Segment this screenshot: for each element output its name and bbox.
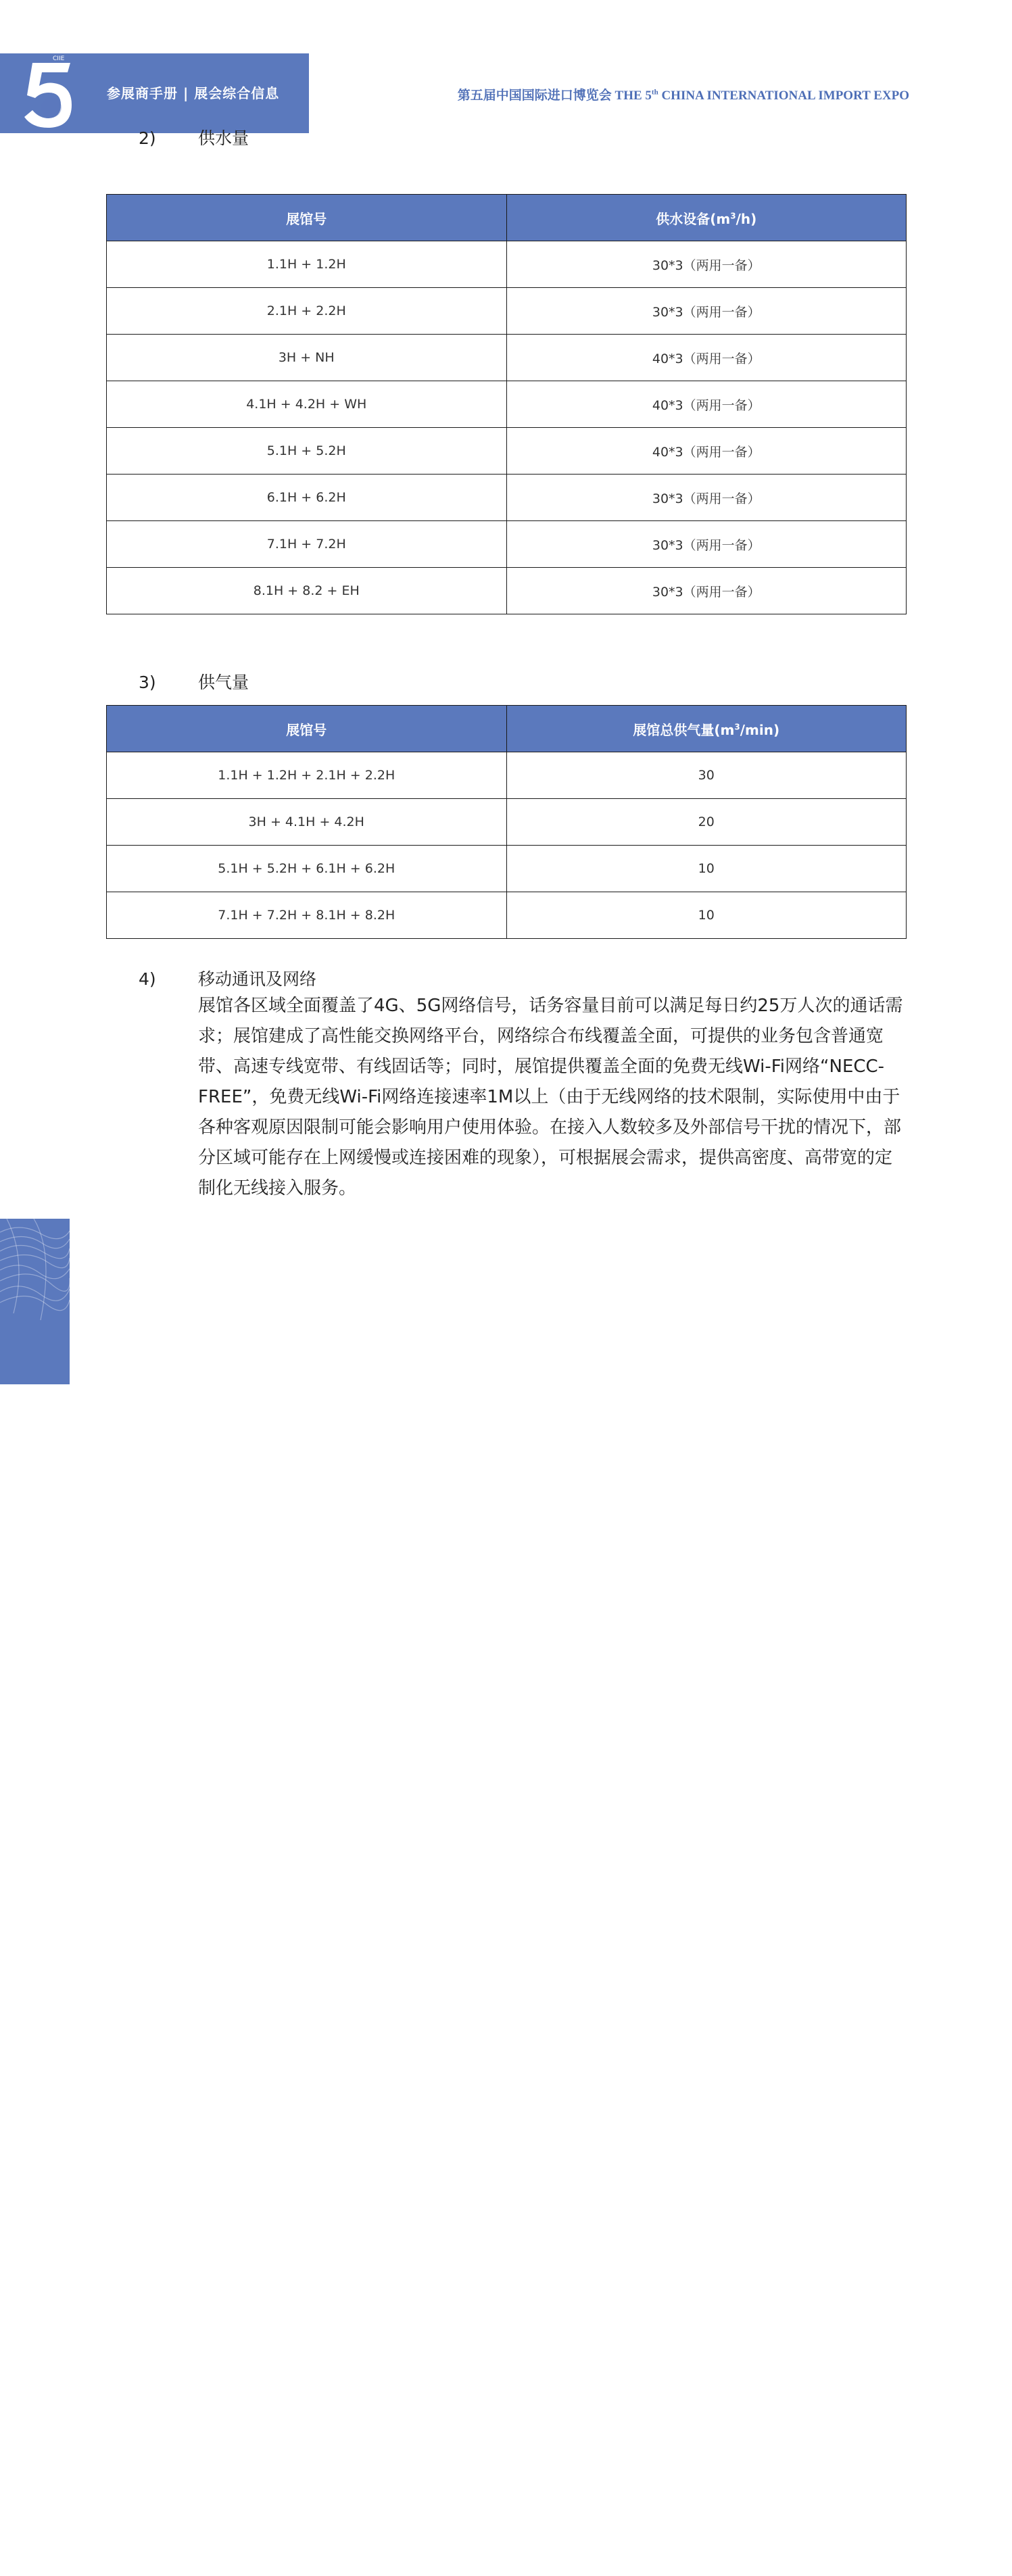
- value-cell: 40*3（两用一备）: [506, 335, 907, 381]
- hall-column-header: 展馆号: [107, 195, 507, 241]
- value-cell: 30*3（两用一备）: [506, 521, 907, 568]
- table-row: [107, 288, 907, 335]
- table-row: [107, 799, 907, 846]
- table-header-row: [107, 195, 907, 241]
- section-number: 4): [139, 969, 156, 989]
- hall-cell: 3H + 4.1H + 4.2H: [107, 799, 507, 846]
- hall-cell: 7.1H + 7.2H + 8.1H + 8.2H: [107, 892, 507, 939]
- table-header-row: [107, 706, 907, 752]
- ciie-5-logo: [18, 53, 78, 133]
- table-row: [107, 568, 907, 614]
- table-row: [107, 752, 907, 799]
- table-row: [107, 381, 907, 428]
- svg-text:CIIE: CIIE: [53, 55, 65, 62]
- water-section-title: [139, 125, 249, 149]
- hall-cell: 1.1H + 1.2H: [107, 241, 507, 288]
- table-row: [107, 892, 907, 939]
- value-cell: 30: [506, 752, 907, 799]
- water-supply-table: [106, 194, 907, 614]
- table-row: [107, 335, 907, 381]
- hall-cell: 1.1H + 1.2H + 2.1H + 2.2H: [107, 752, 507, 799]
- table-row: [107, 521, 907, 568]
- wave-pattern-icon: [0, 1219, 70, 1384]
- section-number: 3): [139, 673, 156, 692]
- water-equipment-column-header: 供水设备$(m^3/h)$: [506, 195, 907, 241]
- value-cell: 40*3（两用一备）: [506, 381, 907, 428]
- page-number: 16: [26, 2560, 43, 2576]
- table-row: [107, 475, 907, 521]
- value-cell: 30*3（两用一备）: [506, 241, 907, 288]
- hall-cell: 3H + NH: [107, 335, 507, 381]
- hall-cell: 5.1H + 5.2H + 6.1H + 6.2H: [107, 846, 507, 892]
- hall-cell: 6.1H + 6.2H: [107, 475, 507, 521]
- section-title-text: 移动通讯及网络: [198, 969, 317, 989]
- hall-column-header: 展馆号: [107, 706, 507, 752]
- manual-section-title: 参展商手册 | 展会综合信息: [107, 85, 280, 101]
- value-cell: 30*3（两用一备）: [506, 288, 907, 335]
- table-row: [107, 241, 907, 288]
- table-row: [107, 846, 907, 892]
- section-title-text: 供水量: [198, 128, 249, 148]
- air-volume-column-header: 展馆总供气量$(m^3/\min)$: [506, 706, 907, 752]
- hall-cell: 2.1H + 2.2H: [107, 288, 507, 335]
- hall-cell: 7.1H + 7.2H: [107, 521, 507, 568]
- air-supply-table: [106, 705, 907, 939]
- value-cell: 10: [506, 846, 907, 892]
- network-section-title: [139, 966, 316, 990]
- hall-cell: 8.1H + 8.2 + EH: [107, 568, 507, 614]
- value-cell: 30*3（两用一备）: [506, 475, 907, 521]
- value-cell: 10: [506, 892, 907, 939]
- value-cell: 30*3（两用一备）: [506, 568, 907, 614]
- section-title-text: 供气量: [198, 673, 249, 692]
- table-row: [107, 428, 907, 475]
- value-cell: 40*3（两用一备）: [506, 428, 907, 475]
- expo-title: 第五届中国国际进口博览会 THE 5th CHINA INTERNATIONAL IMPORT EXPO: [457, 88, 909, 103]
- hall-cell: 4.1H + 4.2H + WH: [107, 381, 507, 428]
- hall-cell: 5.1H + 5.2H: [107, 428, 507, 475]
- header-band: [0, 53, 309, 133]
- air-section-title: [139, 669, 249, 694]
- network-description: 展馆各区域全面覆盖了4G、5G网络信号，话务容量目前可以满足每日约25万人次的通话需求；展馆建成了高性能交换网络平台，网络综合布线覆盖全面，可提供的业务包含普通宽带、高速专线宽带、有线固话等；同时，展馆提供覆盖全面的免费无线Wi-Fi网络“NECC-FREE”，免费无线Wi-Fi网络连接速率1M以上（由于无线网络的技术限制，实际使用中由于各种客观原因限制可能会影响用户使用体验。在接入人数较多及外部信号干扰的情况下，部分区域可能存在上网缓慢或连接困难的现象），可根据展会需求，提供高密度、高带宽的定制化无线接入服务。: [198, 996, 903, 1198]
- value-cell: 20: [506, 799, 907, 846]
- section-number: 2): [139, 128, 156, 148]
- corner-decoration: [0, 1219, 70, 2576]
